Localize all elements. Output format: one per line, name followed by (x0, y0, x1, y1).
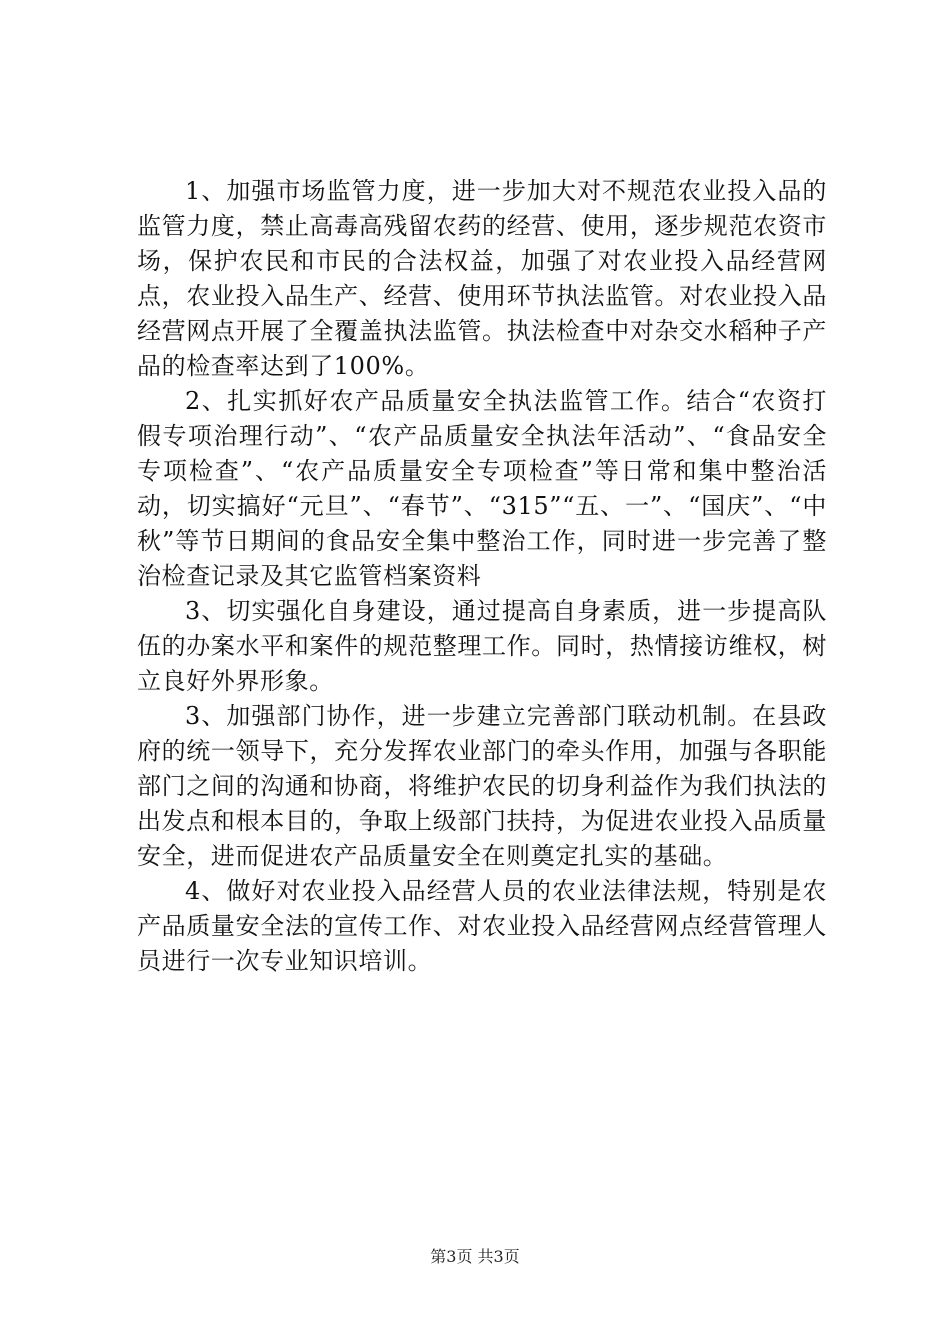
paragraph-3: 3、切实强化自身建设，通过提高自身素质，进一步提高队伍的办案水平和案件的规范整理工作。同时，热情接访维权，树立良好外界形象。 (137, 597, 827, 695)
paragraph-4: 3、加强部门协作，进一步建立完善部门联动机制。在县政府的统一领导下，充分发挥农业部门的牵头作用，加强与各职能部门之间的沟通和协商，将维护农民的切身利益作为我们执法的出发点和根本目的，争取上级部门扶持，为促进农业投入品质量安全，进而促进农产品质量安全在则奠定扎实的基础。 (137, 702, 827, 870)
paragraph-2: 2、扎实抓好农产品质量安全执法监管工作。结合“农资打假专项治理行动”、“农产品质量安全执法年活动”、“食品安全专项检查”、“农产品质量安全专项检查”等日常和集中整治活动，切实搞好“元旦”、“春节”、“315”“五、一”、“国庆”、“中秋”等节日期间的食品安全集中整治工作，同时进一步完善了整治检查记录及其它监管档案资料 (137, 387, 827, 590)
page-number-footer: 第3页 共3页 (430, 1247, 520, 1266)
paragraph-1: 1、加强市场监管力度，进一步加大对不规范农业投入品的监管力度，禁止高毒高残留农药的经营、使用，逐步规范农资市场，保护农民和市民的合法权益，加强了对农业投入品经营网点，农业投入品生产、经营、使用环节执法监管。对农业投入品经营网点开展了全覆盖执法监管。执法检查中对杂交水稻种子产品的检查率达到了100%。 (137, 177, 827, 380)
document-body (137, 174, 827, 979)
paragraph-5: 4、做好对农业投入品经营人员的农业法律法规，特别是农产品质量安全法的宣传工作、对农业投入品经营网点经营管理人员进行一次专业知识培训。 (137, 877, 827, 975)
